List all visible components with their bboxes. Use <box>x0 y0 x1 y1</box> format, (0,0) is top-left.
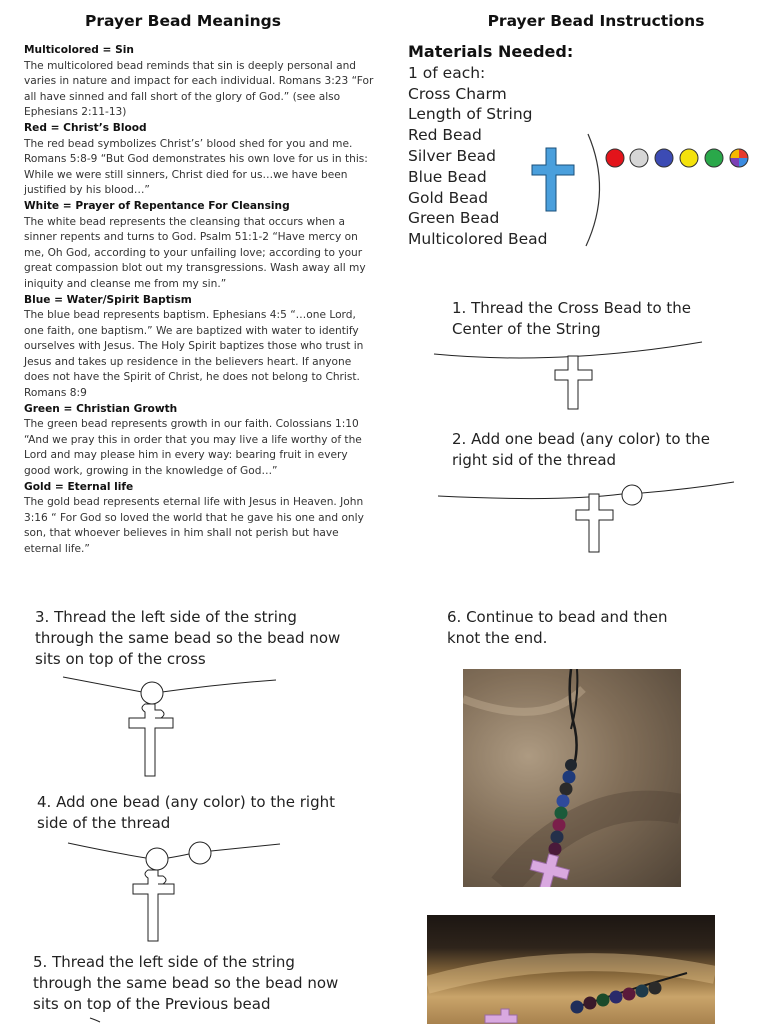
meaning-heading-multicolored: Multicolored = Sin <box>24 44 134 56</box>
materials-title: Materials Needed: <box>408 42 574 61</box>
meaning-text-multicolored: The multicolored bead reminds that sin is deeply personal and varies in nature and impact for each individual. Romans 3:23 “For all have sinned and fall short of the glory of God.” (see also Ephesians 2:11-13) <box>24 59 374 119</box>
materials-item: Blue Bead <box>408 167 487 186</box>
step-2-text: 2. Add one bead (any color) to the right sid of the thread <box>452 430 710 469</box>
meaning-text-blue: The blue bead represents baptism. Ephesians 4:5 “…one Lord, one faith, one baptism.” We are baptized with water to identify ourselves with Jesus. The Holy Spirit baptizes those who trust in Jesus and takes up residence in the believers heart. If anyone does not have the Spirit of Christ, he does not belong to Christ. Romans 8:9 <box>24 309 364 400</box>
meaning-text-gold: The gold bead represents eternal life with Jesus in Heaven. John 3:16 “ For God so loved the world that he gave his one and only son, that whoever believes in him shall not perish but have eternal life.” <box>24 496 364 555</box>
materials-item: Silver Bead <box>408 146 496 165</box>
meaning-heading-gold: Gold = Eternal life <box>24 480 134 493</box>
step-5-text: 5. Thread the left side of the string through the same bead so the bead now sits on top of the Previous bead <box>33 953 339 1013</box>
step-4-text: 4. Add one bead (any color) to the right side of the thread <box>37 793 336 832</box>
meaning-heading-white: White = Prayer of Repentance For Cleansing <box>24 199 290 212</box>
string-line <box>90 1018 100 1022</box>
meaning-text-white: The white bead represents the cleansing that occurs when a sinner repents and turns to God. Psalm 51:1-2 “Have mercy on me, Oh God, according to your unfailing love; according to your great compassion blot out my transgressions. Wash away all my iniquity and cleanse me from my sin.” <box>24 215 366 290</box>
meaning-text-green: The green bead represents growth in our faith. Colossians 1:10 “And we pray this in order that you may live a life worthy of the Lord and may please him in every way: bearing fruit in every good work, growing in the knowledge of God…” <box>24 418 362 478</box>
meanings-title: Prayer Bead Meanings <box>84 12 282 30</box>
instructions-title: Prayer Bead Instructions <box>487 12 705 30</box>
photo-bracelet-drawing <box>463 669 681 887</box>
materials-item: Multicolored Bead <box>408 230 548 249</box>
materials-item: Green Bead <box>408 209 500 228</box>
photo-table-drawing <box>427 915 715 1024</box>
meaning-heading-red: Red = Christ’s Blood <box>24 121 147 134</box>
bracelet-table-photo <box>427 915 715 1024</box>
materials-item: Cross Charm <box>408 84 507 103</box>
meaning-heading-blue: Blue = Water/Spirit Baptism <box>24 293 192 306</box>
finished-bracelet-photo <box>463 669 681 887</box>
materials-item: Length of String <box>408 105 533 124</box>
materials-item: Gold Bead <box>408 188 489 207</box>
step-6-text: 6. Continue to bead and then knot the end. <box>447 608 668 647</box>
meaning-text-red: The red bead symbolizes Christ’s’ blood shed for you and me. Romans 5:8-9 “But God demonstrates his own love for us in this: While we were still sinners, Christ died for us…we have been justified by his blood…” <box>24 137 368 197</box>
step-3-text: 3. Thread the left side of the string through the same bead so the bead now sits on top of the cross <box>35 608 341 668</box>
meaning-heading-green: Green = Christian Growth <box>24 402 178 415</box>
materials-item: Red Bead <box>408 126 482 145</box>
materials-item: 1 of each: <box>408 63 486 82</box>
step-1-text: 1. Thread the Cross Bead to the Center of the String <box>452 299 692 338</box>
